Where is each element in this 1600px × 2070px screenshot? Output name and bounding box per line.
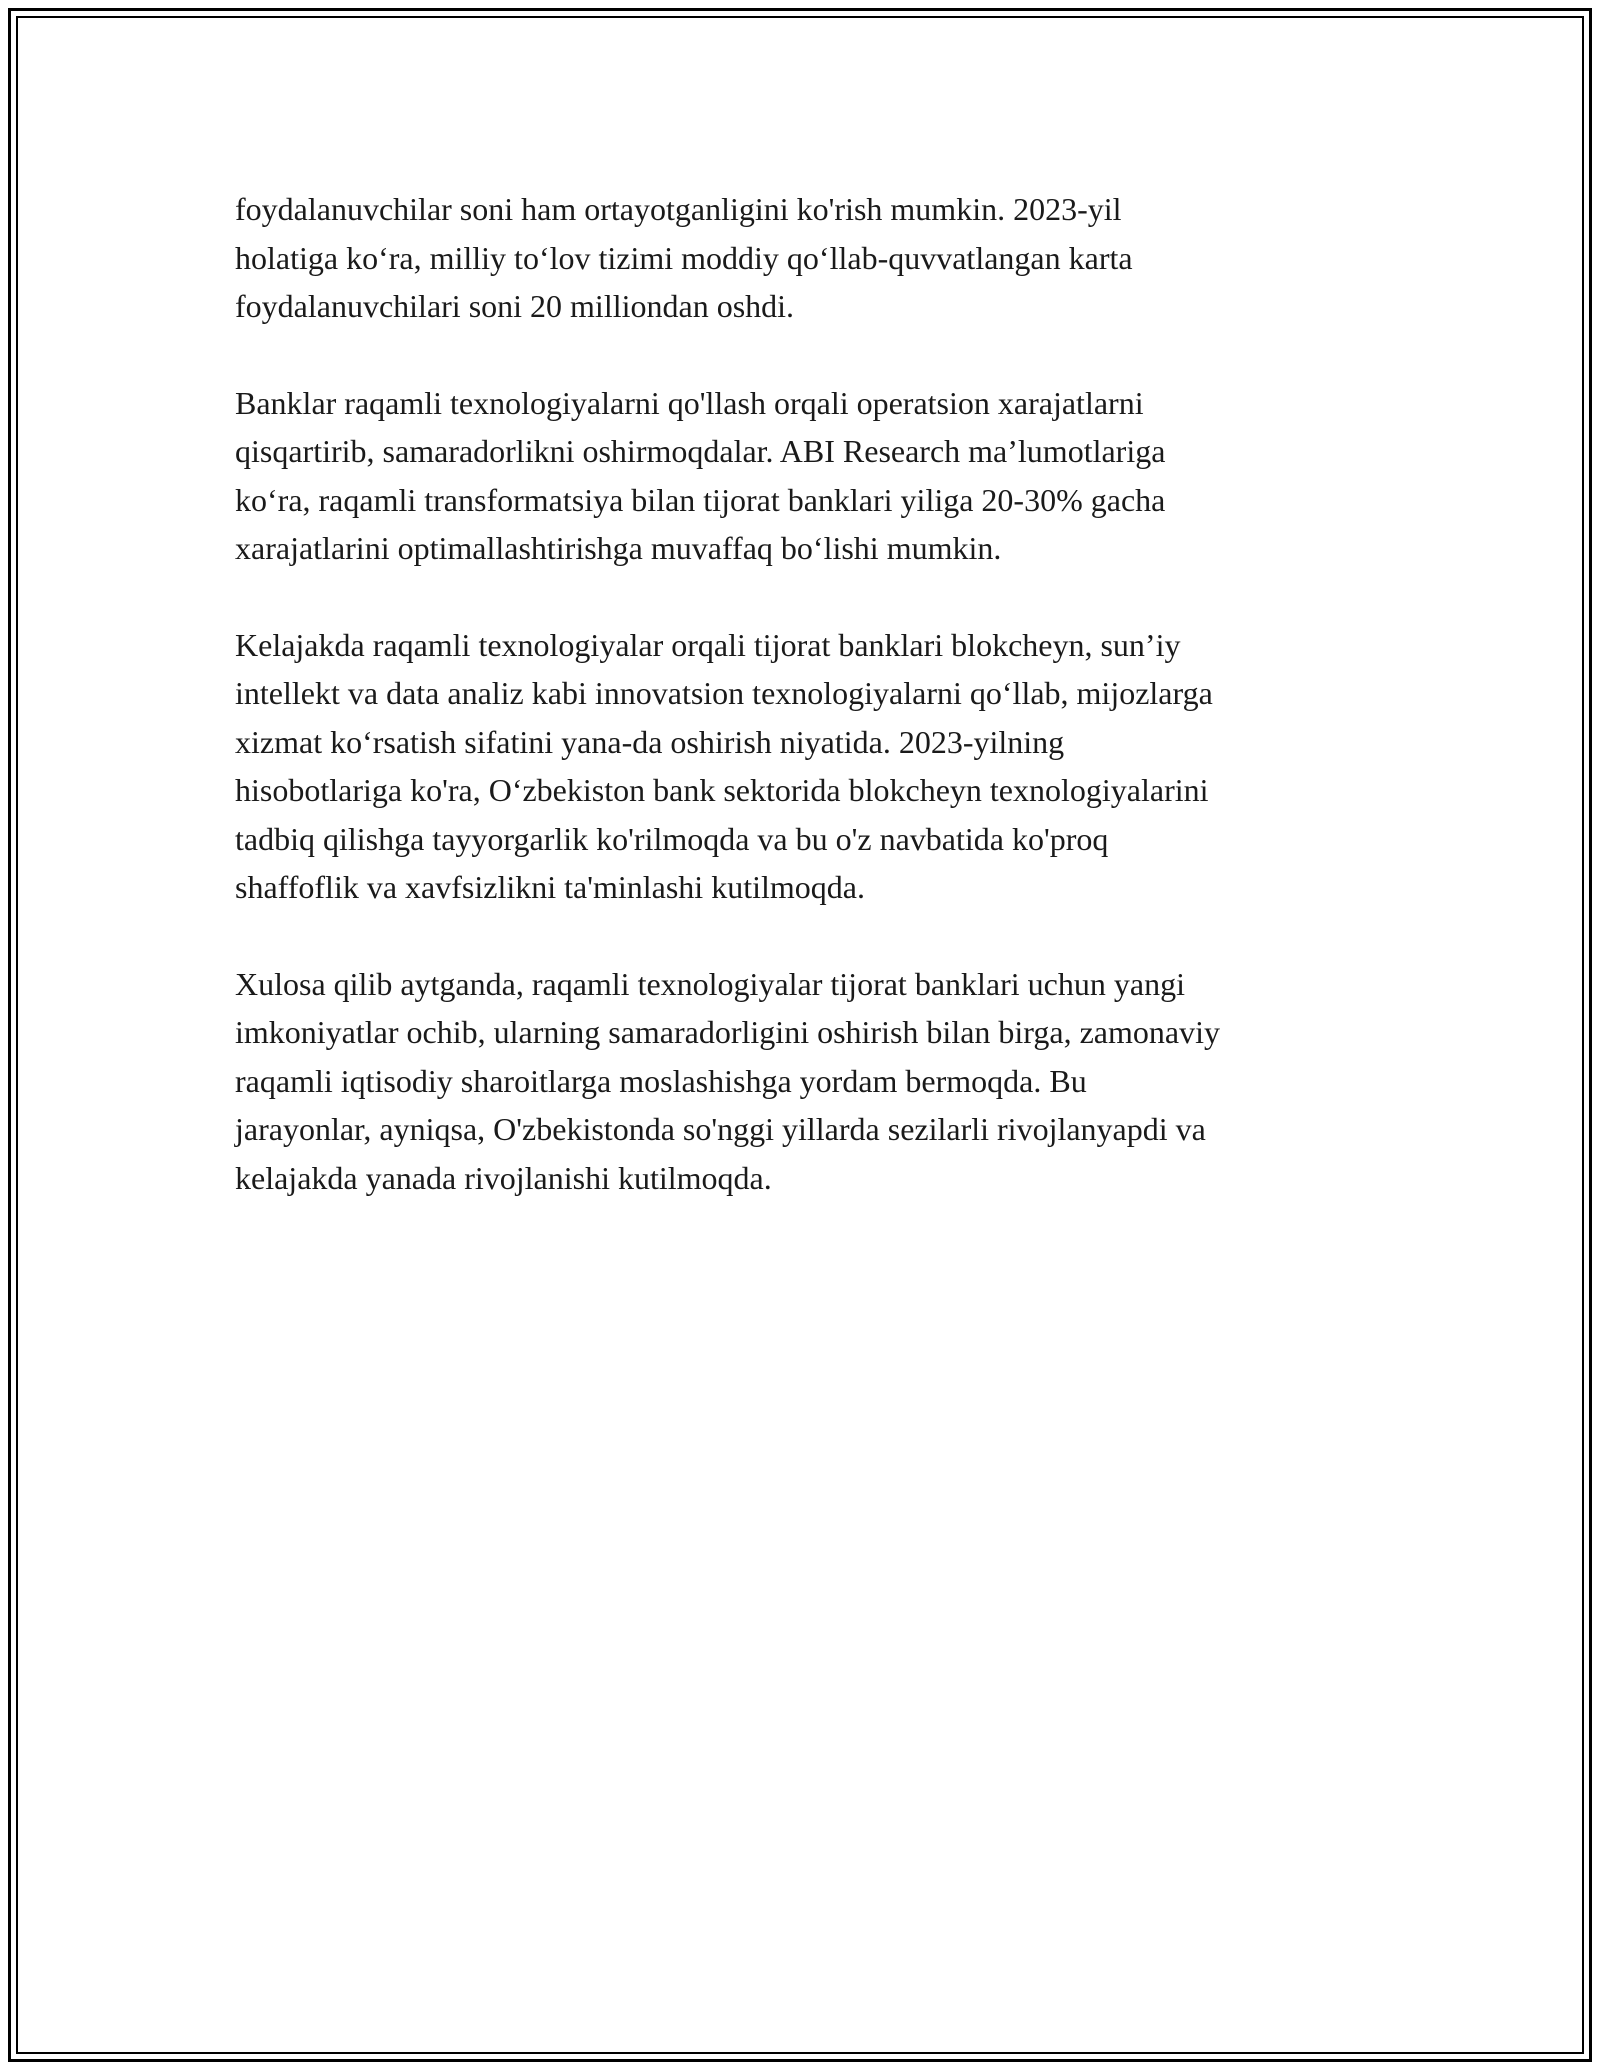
paragraph-operational-costs: Banklar raqamli texnologiyalarni qo'llash orqali operatsion xarajatlarni qisqartirib, samaradorlikni oshirmoqdalar. ABI Research ma’lumotlariga ko‘ra, raqamli transformatsiya bilan tijorat banklari yiliga 20-30% gacha xarajatlarini optimallashtirishga muvaffaq bo‘lishi mumkin. (235, 384, 1166, 566)
paragraph-card-users: foydalanuvchilar soni ham ortayotganligini ko'rish mumkin. 2023-yil holatiga ko‘ra, milliy to‘lov tizimi moddiy qo‘llab-quvvatlangan karta foydalanuvchilari soni 20 milliondan oshdi. (235, 191, 1133, 324)
document-body (235, 185, 1385, 1250)
paragraph-future-technologies: Kelajakda raqamli texnologiyalar orqali tijorat banklari blokcheyn, sun’iy intellekt va data analiz kabi innovatsion texnologiyalarni qo‘llab, mijozlarga xizmat ko‘rsatish sifatini yana-da oshirish niyatida. 2023-yilning hisobotlariga ko'ra, O‘zbekiston bank sektorida blokcheyn texnologiyalarini tadbiq qilishga tayyorgarlik ko'rilmoqda va bu o'z navbatida ko'proq shaffoflik va xavfsizlikni ta'minlashi kutilmoqda. (235, 626, 1213, 905)
paragraph-conclusion: Xulosa qilib aytganda, raqamli texnologiyalar tijorat banklari uchun yangi imkoniyatlar ochib, ularning samaradorligini oshirish bilan birga, zamonaviy raqamli iqtisodiy sharoitlarga moslashishga yordam bermoqda. Bu jarayonlar, ayniqsa, O'zbekistonda so'nggi yillarda sezilarli rivojlanyapdi va kelajakda yanada rivojlanishi kutilmoqda. (235, 965, 1220, 1196)
